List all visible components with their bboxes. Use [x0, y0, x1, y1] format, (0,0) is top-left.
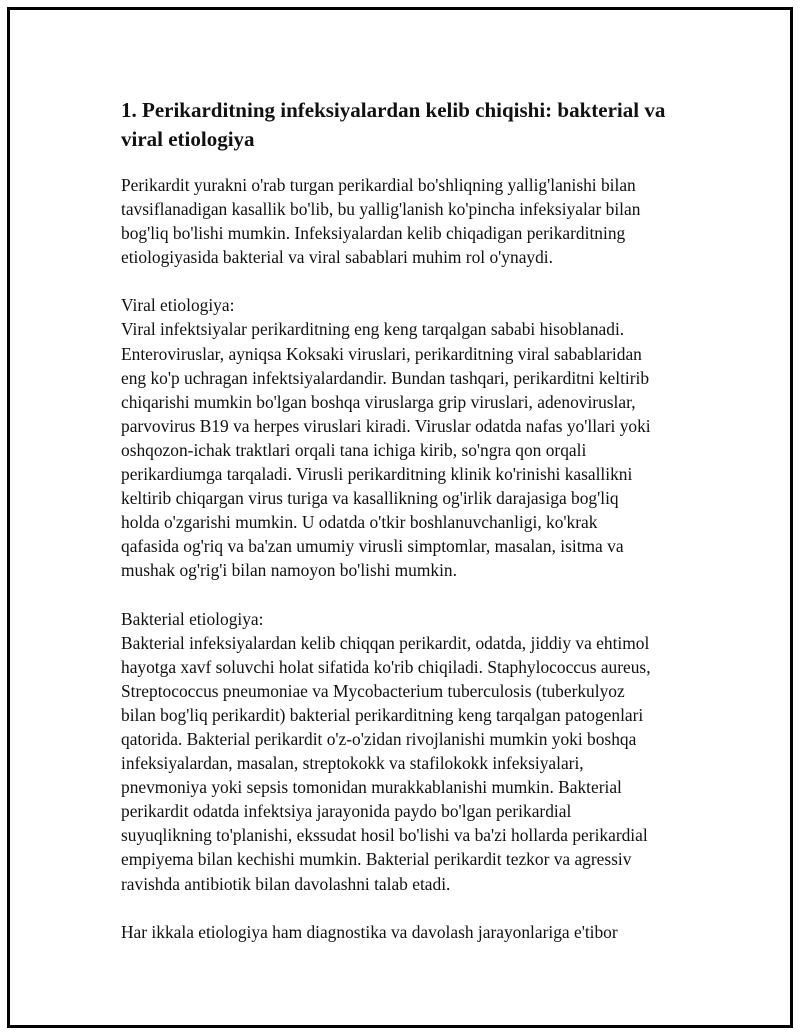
document-title: 1. Perikarditning infeksiyalardan kelib chiqishi: bakterial va viral etiologiya [121, 98, 666, 151]
viral-heading: Viral etiologiya: [121, 295, 235, 316]
page-frame [7, 7, 793, 1028]
paragraph-gap [121, 583, 697, 607]
document-content [121, 96, 697, 944]
closing-paragraph: Har ikkala etiologiya ham diagnostika va davolash jarayonlariga e'tibor [121, 921, 618, 942]
paragraph-gap [121, 269, 697, 293]
bacterial-paragraph: Bakterial infeksiyalardan kelib chiqqan perikardit, odatda, jiddiy va ehtimol hayotga xavf soluvchi holat sifatida ko'rib chiqiladi. Staphylococcus aureus, Streptococcus pneumoniae va Mycobacterium tuberculosis (tuberkulyoz bilan bog'liq perikardit) bakterial perikarditning keng tarqalgan patogenlari qatorida. Bakterial perikardit o'z-o'zidan rivojlanishi mumkin yoki boshqa infeksiyalardan, masalan, streptokokk va stafilokokk infeksiyalari, pnevmoniya yoki sepsis tomonidan murakkablanishi mumkin. Bakterial perikardit odatda infektsiya jarayonida paydo bo'lgan perikardial suyuqlikning to'planishi, ekssudat hosil bo'lishi va ba'zi hollarda perikardial empiyema bilan kechishi mumkin. Bakterial perikardit tezkor va agressiv ravishda antibiotik bilan davolashni talab etadi. [121, 632, 651, 894]
bacterial-heading: Bakterial etiologiya: [121, 608, 264, 629]
paragraph-gap [121, 896, 697, 920]
viral-paragraph: Viral infektsiyalar perikarditning eng keng tarqalgan sababi hisoblanadi. Enteroviruslar, ayniqsa Koksaki viruslari, perikarditning viral sabablaridan eng ko'p uchragan infektsiyalardandir. Bundan tashqari, perikarditni keltirib chiqarishi mumkin bo'lgan boshqa viruslarga grip viruslari, adenoviruslar, parvovirus B19 va herpes viruslari kiradi. Viruslar odatda nafas yo'llari yoki oshqozon-ichak traktlari orqali tana ichiga kirib, so'ngra qon orqali perikardiumga tarqaladi. Virusli perikarditning klinik ko'rinishi kasallikni keltirib chiqargan virus turiga va kasallikning og'irlik darajasiga bog'liq holda o'zgarishi mumkin. U odatda o'tkir boshlanuvchanligi, ko'krak qafasida og'riq va ba'zan umumiy virusli simptomlar, masalan, isitma va mushak og'rig'i bilan namoyon bo'lishi mumkin. [121, 319, 651, 581]
intro-paragraph: Perikardit yurakni o'rab turgan perikardial bo'shliqning yallig'lanishi bilan tavsiflanadigan kasallik bo'lib, bu yallig'lanish ko'pincha infeksiyalar bilan bog'liq bo'lishi mumkin. Infeksiyalardan kelib chiqadigan perikarditning etiologiyasida bakterial va viral sabablari muhim rol o'ynaydi. [121, 175, 641, 268]
